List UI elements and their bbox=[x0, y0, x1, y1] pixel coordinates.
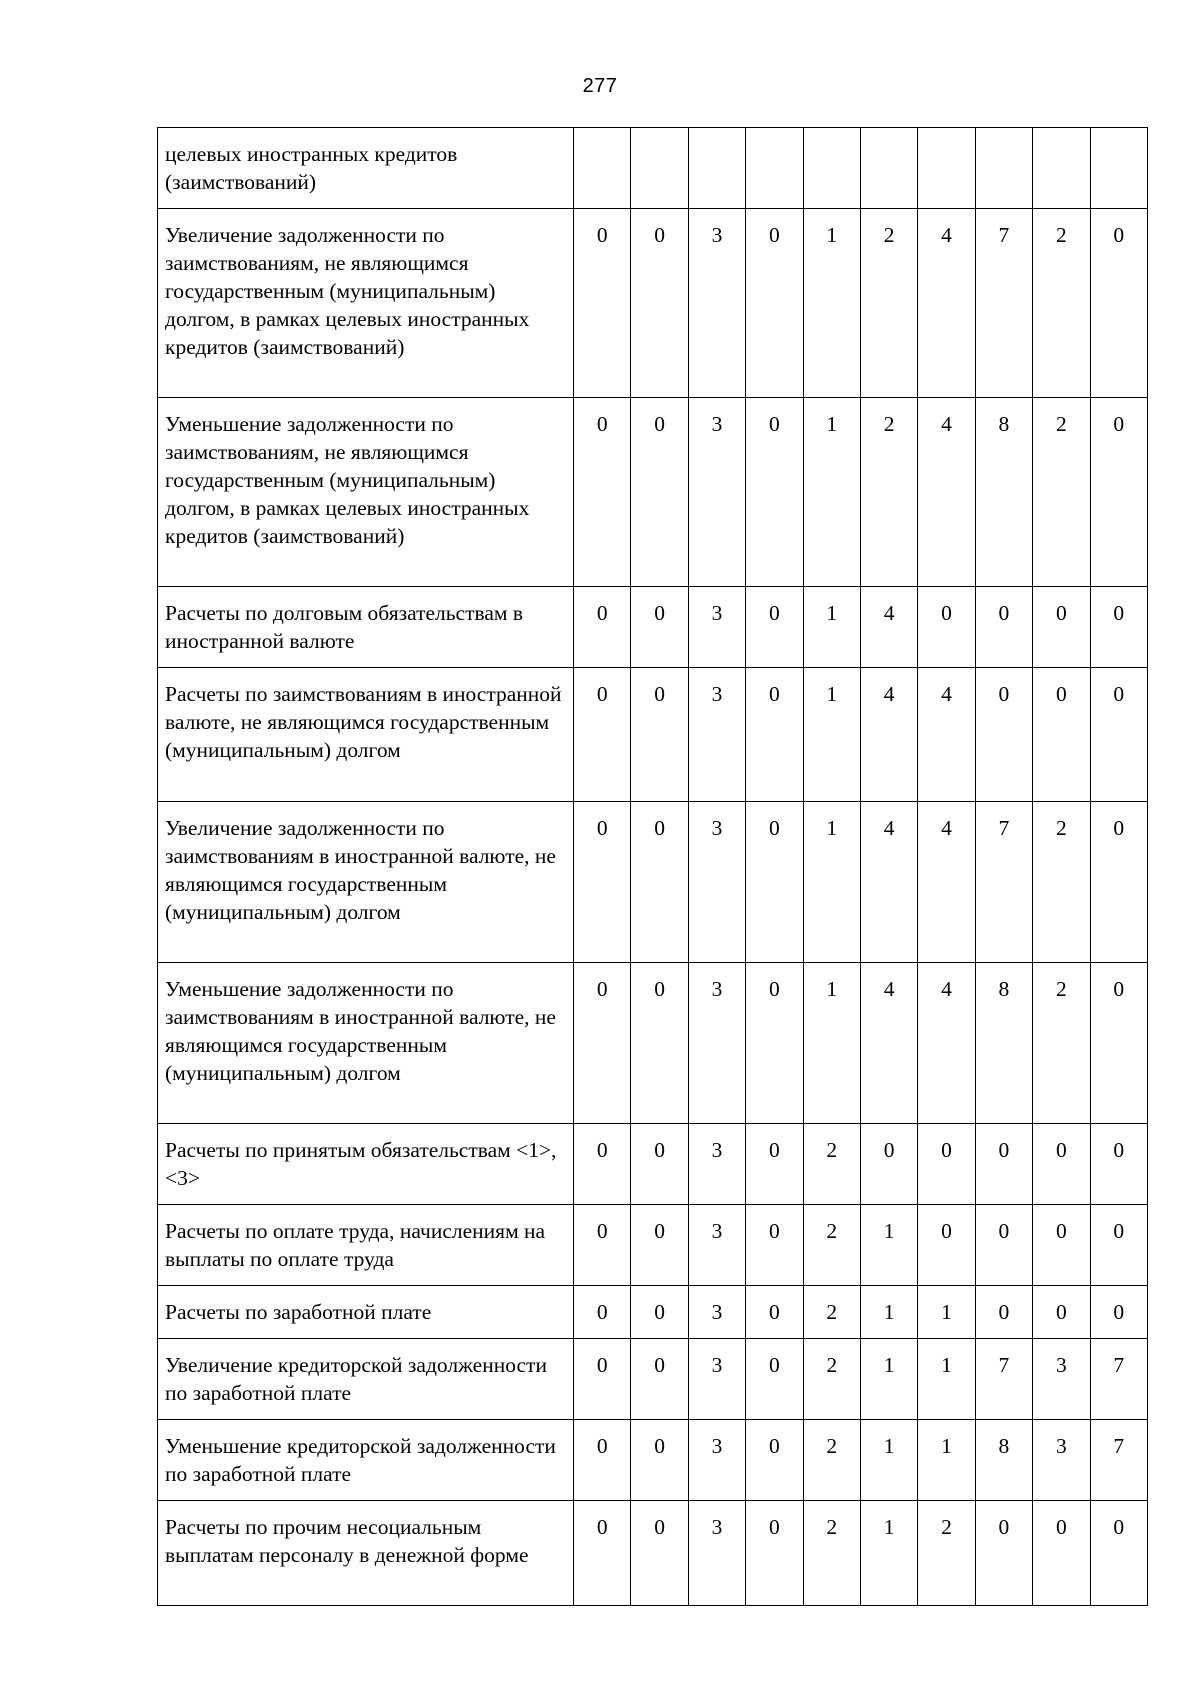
code-digit-cell bbox=[918, 128, 975, 209]
code-digit-cell: 0 bbox=[574, 1501, 631, 1606]
code-digit-cell bbox=[860, 128, 917, 209]
code-digit-cell: 8 bbox=[975, 398, 1032, 587]
code-digit-cell: 0 bbox=[631, 1420, 688, 1501]
table-row bbox=[158, 398, 1148, 587]
code-digit-cell: 0 bbox=[574, 963, 631, 1124]
code-digit-cell: 0 bbox=[1090, 963, 1147, 1124]
code-digit-cell: 3 bbox=[688, 1205, 745, 1286]
code-digit-cell: 0 bbox=[1033, 587, 1090, 668]
table-row bbox=[158, 668, 1148, 802]
code-digit-cell bbox=[1090, 128, 1147, 209]
code-digit-cell: 2 bbox=[803, 1124, 860, 1205]
code-digit-cell: 0 bbox=[975, 1205, 1032, 1286]
row-description: целевых иностранных кредитов (заимствований) bbox=[158, 128, 574, 209]
table-row bbox=[158, 963, 1148, 1124]
code-digit-cell: 0 bbox=[975, 1124, 1032, 1205]
code-digit-cell: 0 bbox=[1033, 1501, 1090, 1606]
code-digit-cell: 0 bbox=[918, 1205, 975, 1286]
code-digit-cell: 3 bbox=[1033, 1339, 1090, 1420]
code-digit-cell: 0 bbox=[1090, 1205, 1147, 1286]
code-digit-cell: 0 bbox=[574, 1286, 631, 1339]
code-digit-cell: 7 bbox=[1090, 1420, 1147, 1501]
code-digit-cell: 7 bbox=[975, 209, 1032, 398]
code-digit-cell: 0 bbox=[631, 398, 688, 587]
code-digit-cell: 0 bbox=[975, 668, 1032, 802]
code-digit-cell: 2 bbox=[1033, 963, 1090, 1124]
code-digit-cell: 0 bbox=[574, 209, 631, 398]
code-digit-cell: 1 bbox=[860, 1420, 917, 1501]
code-digit-cell: 3 bbox=[688, 1286, 745, 1339]
row-description: Увеличение задолженности по заимствованиям, не являющимся государственным (муниципальным) долгом, в рамках целевых иностранных кредитов (заимствований) bbox=[158, 209, 574, 398]
code-digit-cell: 0 bbox=[1090, 587, 1147, 668]
code-digit-cell: 0 bbox=[1033, 668, 1090, 802]
code-digit-cell: 3 bbox=[688, 209, 745, 398]
code-digit-cell: 0 bbox=[975, 1286, 1032, 1339]
code-digit-cell: 0 bbox=[574, 1124, 631, 1205]
code-digit-cell: 0 bbox=[574, 668, 631, 802]
row-description: Расчеты по заимствованиям в иностранной валюте, не являющимся государственным (муниципальным) долгом bbox=[158, 668, 574, 802]
code-digit-cell: 0 bbox=[746, 1286, 803, 1339]
table-row bbox=[158, 209, 1148, 398]
code-digit-cell: 0 bbox=[574, 802, 631, 963]
code-digit-cell: 0 bbox=[631, 1501, 688, 1606]
code-digit-cell: 0 bbox=[746, 1205, 803, 1286]
code-digit-cell: 1 bbox=[803, 963, 860, 1124]
code-digit-cell: 2 bbox=[803, 1501, 860, 1606]
code-digit-cell: 0 bbox=[918, 587, 975, 668]
code-digit-cell: 0 bbox=[1090, 1286, 1147, 1339]
code-digit-cell: 0 bbox=[574, 1205, 631, 1286]
code-digit-cell: 0 bbox=[1033, 1205, 1090, 1286]
code-digit-cell: 0 bbox=[574, 1420, 631, 1501]
code-digit-cell: 0 bbox=[746, 1339, 803, 1420]
code-digit-cell: 1 bbox=[803, 802, 860, 963]
code-digit-cell: 0 bbox=[1090, 1501, 1147, 1606]
table-body bbox=[158, 128, 1148, 1606]
code-digit-cell: 0 bbox=[631, 587, 688, 668]
code-digit-cell: 4 bbox=[860, 668, 917, 802]
code-digit-cell: 4 bbox=[860, 802, 917, 963]
code-digit-cell: 0 bbox=[746, 398, 803, 587]
page-number: 277 bbox=[582, 75, 618, 97]
code-digit-cell: 2 bbox=[860, 209, 917, 398]
row-description: Уменьшение кредиторской задолженности по заработной плате bbox=[158, 1420, 574, 1501]
code-digit-cell: 0 bbox=[574, 587, 631, 668]
table-row bbox=[158, 1339, 1148, 1420]
code-digit-cell: 4 bbox=[918, 398, 975, 587]
code-digit-cell: 0 bbox=[746, 963, 803, 1124]
code-digit-cell bbox=[975, 128, 1032, 209]
code-digit-cell: 8 bbox=[975, 963, 1032, 1124]
code-digit-cell: 0 bbox=[574, 1339, 631, 1420]
code-digit-cell: 0 bbox=[975, 1501, 1032, 1606]
row-description: Уменьшение задолженности по заимствованиям, не являющимся государственным (муниципальным) долгом, в рамках целевых иностранных кредитов (заимствований) bbox=[158, 398, 574, 587]
code-digit-cell: 0 bbox=[1090, 802, 1147, 963]
code-digit-cell: 7 bbox=[1090, 1339, 1147, 1420]
code-digit-cell: 0 bbox=[1090, 1124, 1147, 1205]
code-digit-cell: 0 bbox=[1090, 668, 1147, 802]
code-digit-cell: 2 bbox=[860, 398, 917, 587]
code-digit-cell: 3 bbox=[688, 802, 745, 963]
table-row bbox=[158, 802, 1148, 963]
code-digit-cell: 2 bbox=[803, 1420, 860, 1501]
code-digit-cell bbox=[1033, 128, 1090, 209]
code-digit-cell: 4 bbox=[860, 587, 917, 668]
code-digit-cell: 1 bbox=[803, 668, 860, 802]
code-digit-cell: 4 bbox=[918, 209, 975, 398]
code-digit-cell: 0 bbox=[1033, 1286, 1090, 1339]
code-digit-cell: 3 bbox=[1033, 1420, 1090, 1501]
code-digit-cell: 7 bbox=[975, 802, 1032, 963]
code-digit-cell: 0 bbox=[574, 398, 631, 587]
code-digit-cell: 7 bbox=[975, 1339, 1032, 1420]
code-digit-cell: 4 bbox=[918, 963, 975, 1124]
code-digit-cell: 1 bbox=[803, 587, 860, 668]
code-digit-cell: 0 bbox=[1090, 398, 1147, 587]
row-description: Уменьшение задолженности по заимствованиям в иностранной валюте, не являющимся государственным (муниципальным) долгом bbox=[158, 963, 574, 1124]
code-digit-cell: 3 bbox=[688, 1501, 745, 1606]
table-row bbox=[158, 1420, 1148, 1501]
code-digit-cell: 3 bbox=[688, 1420, 745, 1501]
code-digit-cell: 0 bbox=[860, 1124, 917, 1205]
code-digit-cell: 1 bbox=[860, 1339, 917, 1420]
code-digit-cell: 0 bbox=[631, 1124, 688, 1205]
code-digit-cell: 2 bbox=[1033, 802, 1090, 963]
code-digit-cell bbox=[746, 128, 803, 209]
code-digit-cell: 2 bbox=[1033, 398, 1090, 587]
code-digit-cell: 3 bbox=[688, 668, 745, 802]
table-row bbox=[158, 1205, 1148, 1286]
table-row bbox=[158, 1286, 1148, 1339]
row-description: Расчеты по прочим несоциальным выплатам персоналу в денежной форме bbox=[158, 1501, 574, 1606]
code-digit-cell: 4 bbox=[860, 963, 917, 1124]
code-digit-cell: 0 bbox=[918, 1124, 975, 1205]
code-digit-cell: 2 bbox=[803, 1205, 860, 1286]
code-digit-cell: 0 bbox=[631, 209, 688, 398]
code-digit-cell: 0 bbox=[746, 1420, 803, 1501]
code-digit-cell: 3 bbox=[688, 587, 745, 668]
code-digit-cell: 1 bbox=[860, 1286, 917, 1339]
row-description: Расчеты по принятым обязательствам <1>, <3> bbox=[158, 1124, 574, 1205]
code-digit-cell: 0 bbox=[746, 209, 803, 398]
code-digit-cell bbox=[803, 128, 860, 209]
code-digit-cell: 3 bbox=[688, 398, 745, 587]
table-row bbox=[158, 128, 1148, 209]
code-digit-cell: 0 bbox=[631, 668, 688, 802]
code-digit-cell: 0 bbox=[631, 1205, 688, 1286]
code-digit-cell: 0 bbox=[631, 802, 688, 963]
code-digit-cell: 0 bbox=[631, 1339, 688, 1420]
code-digit-cell: 3 bbox=[688, 1339, 745, 1420]
code-digit-cell: 1 bbox=[918, 1286, 975, 1339]
code-digit-cell: 4 bbox=[918, 668, 975, 802]
code-digit-cell: 1 bbox=[918, 1420, 975, 1501]
code-digit-cell: 3 bbox=[688, 1124, 745, 1205]
code-digit-cell: 0 bbox=[746, 668, 803, 802]
code-digit-cell: 3 bbox=[688, 963, 745, 1124]
code-digit-cell: 0 bbox=[746, 1124, 803, 1205]
code-digit-cell: 0 bbox=[631, 963, 688, 1124]
code-digit-cell: 0 bbox=[746, 802, 803, 963]
code-digit-cell: 1 bbox=[803, 209, 860, 398]
code-digit-cell: 0 bbox=[631, 1286, 688, 1339]
code-digit-cell: 2 bbox=[918, 1501, 975, 1606]
code-digit-cell: 2 bbox=[1033, 209, 1090, 398]
table-row bbox=[158, 1124, 1148, 1205]
code-digit-cell: 1 bbox=[860, 1205, 917, 1286]
code-digit-cell: 0 bbox=[746, 587, 803, 668]
row-description: Увеличение кредиторской задолженности по заработной плате bbox=[158, 1339, 574, 1420]
code-digit-cell: 8 bbox=[975, 1420, 1032, 1501]
code-digit-cell: 1 bbox=[918, 1339, 975, 1420]
code-digit-cell: 0 bbox=[975, 587, 1032, 668]
row-description: Увеличение задолженности по заимствованиям в иностранной валюте, не являющимся государственным (муниципальным) долгом bbox=[158, 802, 574, 963]
row-description: Расчеты по долговым обязательствам в иностранной валюте bbox=[158, 587, 574, 668]
code-digit-cell bbox=[631, 128, 688, 209]
code-digit-cell: 0 bbox=[746, 1501, 803, 1606]
code-digit-cell: 2 bbox=[803, 1339, 860, 1420]
code-digit-cell bbox=[688, 128, 745, 209]
code-digit-cell: 2 bbox=[803, 1286, 860, 1339]
row-description: Расчеты по оплате труда, начислениям на выплаты по оплате труда bbox=[158, 1205, 574, 1286]
row-description: Расчеты по заработной плате bbox=[158, 1286, 574, 1339]
code-digit-cell bbox=[574, 128, 631, 209]
table-row bbox=[158, 587, 1148, 668]
code-digit-cell: 4 bbox=[918, 802, 975, 963]
table-row bbox=[158, 1501, 1148, 1606]
account-codes-table bbox=[157, 127, 1148, 1606]
code-digit-cell: 1 bbox=[860, 1501, 917, 1606]
code-digit-cell: 1 bbox=[803, 398, 860, 587]
code-digit-cell: 0 bbox=[1090, 209, 1147, 398]
code-digit-cell: 0 bbox=[1033, 1124, 1090, 1205]
